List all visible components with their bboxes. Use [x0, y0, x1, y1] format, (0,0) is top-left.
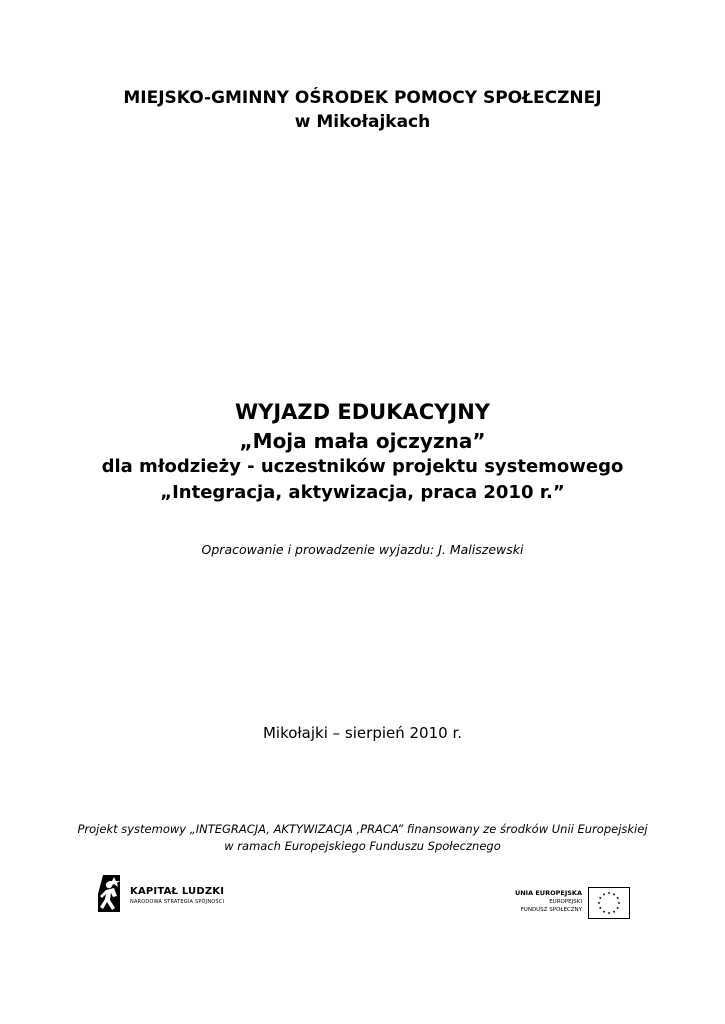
eu-line2: EUROPEJSKI	[549, 899, 582, 905]
eu-logo-text	[515, 889, 582, 914]
place-and-date: Mikołajki – sierpień 2010 r.	[262, 724, 463, 742]
document-audience: dla młodzieży - uczestników projektu systemowego	[101, 456, 624, 477]
eu-flag-icon	[588, 887, 630, 919]
document-title: WYJAZD EDUKACYJNY	[235, 400, 490, 424]
kapital-ludzki-title: KAPITAŁ LUDZKI	[130, 886, 225, 897]
eu-line1: UNIA EUROPEJSKA	[514, 889, 582, 897]
organization-location: w Mikołajkach	[294, 112, 431, 132]
project-name: „Integracja, aktywizacja, praca 2010 r.”	[160, 482, 565, 503]
kapital-ludzki-mark-icon	[94, 872, 124, 916]
funding-note-line2: w ramach Europejskiego Funduszu Społecznego	[224, 839, 501, 853]
eu-line3: FUNDUSZ SPOŁECZNY	[520, 907, 582, 913]
organization-name: MIEJSKO-GMINNY OŚRODEK POMOCY SPOŁECZNEJ	[123, 88, 602, 108]
eu-logo	[510, 887, 630, 921]
kapital-ludzki-logo	[94, 872, 234, 916]
funding-note-line1: Projekt systemowy „INTEGRACJA, AKTYWIZACJA ,PRACA” finansowany ze środków Unii Europejskiej	[77, 822, 648, 836]
author-credit: Opracowanie i prowadzenie wyjazdu: J. Maliszewski	[201, 542, 524, 557]
kapital-ludzki-subtitle: NARODOWA STRATEGIA SPÓJNOŚCI	[130, 899, 225, 905]
document-subtitle: „Moja mała ojczyzna”	[239, 429, 486, 453]
